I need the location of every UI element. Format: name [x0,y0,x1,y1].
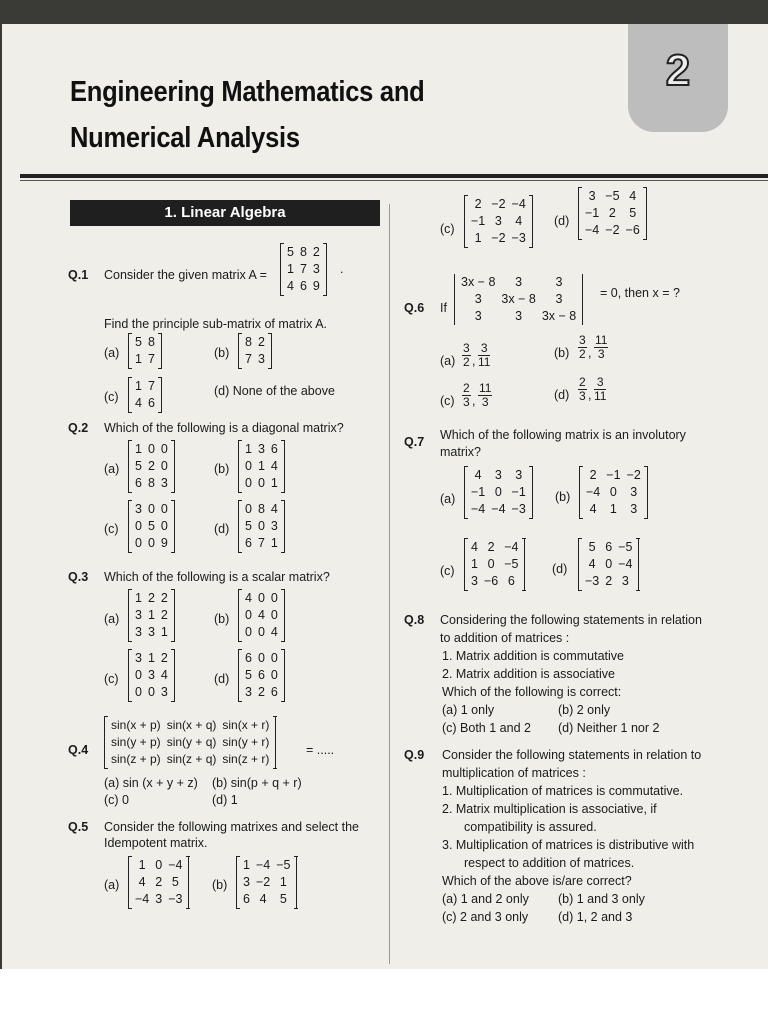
q6-if: If [440,301,447,315]
q3-option-d-matrix-cell: 0 [270,651,278,665]
q4-option-d: (d) 1 [212,793,238,807]
q3-option-b-matrix-cell: 4 [270,625,278,639]
q7-option-d-matrix-cell: 0 [605,557,613,571]
q7-option-c-matrix-cell: −4 [504,540,519,554]
q2-option-a-matrix-cell: 3 [160,476,168,490]
column-divider [389,204,390,964]
q3-option-c-matrix-cell: 3 [147,668,155,682]
q2-option-a-matrix-cell: 6 [135,476,142,490]
q7-text2: matrix? [440,445,481,459]
background-below-page [0,969,768,1024]
q2-text: Which of the following is a diagonal matrix? [104,421,344,435]
q2-option-b-matrix-cell: 0 [245,459,252,473]
q7-number: Q.7 [404,435,425,449]
q2-option-d-matrix-cell: 5 [245,519,252,533]
q8-statement-2: 2. Matrix addition is associative [442,667,615,681]
q6-option-a: (a) [440,354,456,368]
q5-option-c-matrix-cell: −1 [471,214,486,228]
q4-number: Q.4 [68,743,89,757]
q5-option-d-matrix-cell: 5 [629,206,637,220]
q6-c-comma: , [472,394,476,408]
q3-option-c-matrix-cell: 0 [135,685,142,699]
q3-option-a-matrix-cell: 3 [147,625,155,639]
q1-option-b-matrix-cell: 3 [257,352,265,366]
q6-d-frac1: $\frac{2}{3}$ [579,375,586,403]
q7-option-d: (d) [552,562,568,576]
q3-option-a-matrix [128,590,175,641]
q4-determinant-matrix-cell: sin(y + q) [166,735,217,749]
q4-option-c: (c) 0 [104,793,129,807]
q5-option-a: (a) [104,878,120,892]
q7-option-d-matrix [578,539,639,590]
q3-option-d-matrix-cell: 0 [257,651,265,665]
q9-statement-3b: respect to addition of matrices. [464,856,635,870]
q3-option-d-matrix-cell: 6 [257,668,265,682]
q1-matrix-cell: 9 [312,279,320,293]
q2-option-c-matrix-cell: 0 [135,536,142,550]
q1-matrix-cell: 3 [312,262,320,276]
q5-option-d-matrix-cell: −4 [585,223,600,237]
q1-matrix-cell: 4 [287,279,294,293]
q3-option-a-matrix-cell: 1 [147,608,155,622]
q8-text2: to addition of matrices : [440,631,570,645]
q5-option-c-matrix-cell: 2 [474,197,482,211]
q7-option-b-matrix [579,467,648,518]
q6-determinant-cell: 3 [555,275,563,289]
q2-option-b-matrix-cell: 0 [257,476,265,490]
q5-option-b: (b) [212,878,228,892]
q7-option-a-matrix-cell: −1 [511,485,526,499]
q5-option-b-matrix-cell: 1 [243,858,250,872]
q3-number: Q.3 [68,570,89,584]
q1-option-a: (a) [104,346,120,360]
q9-text1: Consider the following statements in relation to [442,748,702,762]
q4-determinant-matrix [104,717,276,768]
q2-option-c-matrix-cell: 3 [135,502,142,516]
q3-option-d-matrix [238,650,285,701]
q2-option-d: (d) [214,522,230,536]
q3-option-c-matrix-cell: 4 [160,668,168,682]
q7-option-a-matrix-cell: −4 [471,502,486,516]
q3-option-b: (b) [214,612,230,626]
q2-option-a-matrix-cell: 1 [135,442,142,456]
q7-option-a-matrix-cell: 3 [494,468,502,482]
q5-option-c: (c) [440,222,455,236]
q4-determinant-matrix-cell: sin(z + p) [111,752,161,766]
q7-option-d-matrix-cell: 6 [605,540,613,554]
q9-ask: Which of the above is/are correct? [442,874,632,888]
q7-option-d-matrix-cell: 4 [588,557,596,571]
q2-option-b-matrix-cell: 1 [270,476,278,490]
q7-text1: Which of the following matrix is an involutory [440,428,686,442]
q5-option-d-matrix [578,188,647,239]
q1-option-c-matrix-cell: 6 [147,396,155,410]
q9-statement-2b: compatibility is assured. [464,820,597,834]
q3-option-a-matrix-cell: 1 [160,625,168,639]
q5-option-c-matrix-cell: 1 [474,231,482,245]
q7-option-a-matrix-cell: −1 [471,485,486,499]
q1-matrix-cell: 6 [299,279,307,293]
q5-option-a-matrix [128,857,189,908]
q2-option-c: (c) [104,522,119,536]
q5-option-d-matrix-cell: −2 [605,223,620,237]
q7-option-b-matrix-cell: −2 [626,468,641,482]
q2-option-a-matrix-cell: 8 [147,476,155,490]
q2-option-a: (a) [104,462,120,476]
q2-option-d-matrix-cell: 7 [257,536,265,550]
q5-option-d-matrix-cell: 3 [588,189,596,203]
q2-option-d-matrix-cell: 1 [270,536,278,550]
q6-determinant-cell: 3x − 8 [541,309,577,323]
q5-option-b-matrix-cell: 4 [259,892,267,906]
q1-option-c-matrix [128,378,162,412]
q7-option-d-matrix-cell: 5 [588,540,596,554]
q1-option-b-matrix [238,334,272,368]
q6-determinant [454,274,583,325]
q1-matrix-cell: 2 [312,245,320,259]
q2-option-b-matrix-cell: 3 [257,442,265,456]
q1-option-c: (c) [104,390,119,404]
q2-option-b-matrix-cell: 1 [257,459,265,473]
q9-statement-1: 1. Multiplication of matrices is commutative. [442,784,684,798]
q8-text1: Considering the following statements in relation [440,613,702,627]
q1-matrix-cell: 1 [287,262,294,276]
q5-option-a-matrix-cell: 2 [155,875,163,889]
q1-period: . [340,262,344,276]
q7-option-b-matrix-cell: 3 [630,485,638,499]
q9-option-a: (a) 1 and 2 only [442,892,529,906]
q9-option-d: (d) 1, 2 and 3 [558,910,633,924]
q7-option-b-matrix-cell: 2 [589,468,597,482]
header-rule-thin [20,180,768,181]
q6-option-d: (d) [554,388,570,402]
q2-option-d-matrix [238,501,285,552]
q5-option-a-matrix-cell: 4 [138,875,146,889]
q7-option-b-matrix-cell: −1 [606,468,621,482]
q3-option-b-matrix-cell: 0 [245,625,252,639]
q1-option-b-matrix-cell: 2 [257,335,265,349]
q1-option-a-matrix-cell: 1 [135,352,142,366]
q7-option-b-matrix-cell: 0 [609,485,617,499]
q9-option-c: (c) 2 and 3 only [442,910,529,924]
chapter-number: 2 [665,46,691,95]
q2-option-a-matrix-cell: 5 [135,459,142,473]
q6-c-frac1: $\frac{2}{3}$ [463,381,470,409]
q8-option-a: (a) 1 only [442,703,495,717]
q3-option-c-matrix-cell: 0 [147,685,155,699]
q7-option-a-matrix-cell: 4 [474,468,482,482]
q5-option-d-matrix-cell: 4 [629,189,637,203]
q2-option-d-matrix-cell: 3 [270,519,278,533]
q5-number: Q.5 [68,820,89,834]
q5-option-b-matrix-cell: 5 [279,892,287,906]
q7-option-c-matrix-cell: 2 [487,540,495,554]
q3-option-b-matrix-cell: 4 [245,591,252,605]
q6-determinant-cell: 3 [474,309,482,323]
q7-option-c-matrix-cell: 0 [487,557,495,571]
q6-determinant-cell: 3 [515,309,523,323]
q5-option-d-matrix-cell: −6 [625,223,640,237]
q2-option-d-matrix-cell: 8 [257,502,265,516]
q8-option-b: (b) 2 only [558,703,611,717]
q5-option-b-matrix-cell: 1 [279,875,287,889]
q7-option-d-matrix-cell: 2 [605,574,613,588]
q6-tail: = 0, then x = ? [600,286,680,300]
q2-option-b-matrix [238,441,285,492]
q5-option-a-matrix-cell: −4 [168,858,183,872]
q5-option-b-matrix-cell: 6 [243,892,250,906]
q7-option-a-matrix-cell: 0 [494,485,502,499]
q2-option-c-matrix-cell: 9 [160,536,168,550]
q3-option-d-matrix-cell: 2 [257,685,265,699]
q5-option-c-matrix-cell: −2 [491,231,506,245]
q6-a-frac2: $\frac{3}{11}$ [478,341,491,369]
q5-option-c-matrix-cell: 3 [494,214,502,228]
q5-option-a-matrix-cell: 1 [138,858,146,872]
q2-option-a-matrix-cell: 0 [160,459,168,473]
q6-number: Q.6 [404,301,425,315]
q2-option-d-matrix-cell: 0 [245,502,252,516]
q5-option-c-matrix-cell: −2 [491,197,506,211]
chapter-title-line1: Engineering Mathematics and [70,76,425,108]
q1-option-a-matrix-cell: 5 [135,335,142,349]
q3-option-c-matrix-cell: 1 [147,651,155,665]
q4-determinant-matrix-cell: sin(z + r) [222,752,270,766]
chapter-title-line2: Numerical Analysis [70,122,300,154]
q7-option-b-matrix-cell: 4 [589,502,597,516]
q3-option-b-matrix-cell: 0 [245,608,252,622]
q9-statement-3a: 3. Multiplication of matrices is distributive with [442,838,695,852]
q5-option-b-matrix-cell: −5 [276,858,291,872]
q3-text: Which of the following is a scalar matrix? [104,570,330,584]
q3-option-b-matrix-cell: 4 [257,608,265,622]
q9-statement-2a: 2. Matrix multiplication is associative, if [442,802,657,816]
q3-option-a-matrix-cell: 3 [135,625,142,639]
q7-option-a-matrix-cell: 3 [515,468,523,482]
q1-text2: Find the principle sub-matrix of matrix A. [104,317,327,331]
q5-option-a-matrix-cell: 0 [155,858,163,872]
q8-statement-1: 1. Matrix addition is commutative [442,649,625,663]
q6-b-frac1: $\frac{3}{2}$ [579,333,586,361]
q4-option-b: (b) sin(p + q + r) [212,776,302,790]
q7-option-a-matrix [464,467,533,518]
q3-option-c-matrix-cell: 3 [135,651,142,665]
q3-option-c-matrix-cell: 0 [135,668,142,682]
q5-option-a-matrix-cell: −4 [135,892,150,906]
q7-option-b: (b) [555,490,571,504]
q7-option-d-matrix-cell: −4 [618,557,633,571]
q2-option-c-matrix-cell: 0 [160,519,168,533]
q7-option-d-matrix-cell: −3 [585,574,600,588]
q4-equals: = ..... [306,743,335,757]
q3-option-d-matrix-cell: 3 [245,685,252,699]
q3-option-d-matrix-cell: 6 [245,651,252,665]
q1-option-a-matrix [128,334,162,368]
q1-matrix [280,244,327,295]
header-rule [20,174,768,178]
q3-option-b-matrix [238,590,285,641]
q9-option-b: (b) 1 and 3 only [558,892,645,906]
q3-option-d-matrix-cell: 5 [245,668,252,682]
q6-determinant-cell: 3 [555,292,563,306]
q4-determinant-matrix-cell: sin(x + p) [111,718,161,732]
textbook-page [2,24,768,969]
q2-option-a-matrix-cell: 0 [160,442,168,456]
q1-option-c-matrix-cell: 7 [147,379,155,393]
q6-option-c: (c) [440,394,455,408]
q7-option-a: (a) [440,492,456,506]
q3-option-b-matrix-cell: 0 [257,591,265,605]
q2-option-c-matrix-cell: 5 [147,519,155,533]
q5-option-c-matrix [464,196,533,247]
q1-option-a-matrix-cell: 7 [147,352,155,366]
q4-determinant-matrix-cell: sin(x + r) [222,718,270,732]
q4-determinant-matrix-cell: sin(y + r) [222,735,270,749]
q6-b-comma: , [588,346,592,360]
q5-option-b-matrix [236,857,297,908]
q3-option-d-matrix-cell: 0 [270,668,278,682]
chapter-tab [628,24,728,132]
q1-option-b-matrix-cell: 7 [245,352,252,366]
q5-option-d-matrix-cell: 2 [608,206,616,220]
q5-option-c-matrix-cell: −4 [511,197,526,211]
q2-number: Q.2 [68,421,89,435]
q1-text: Consider the given matrix A = [104,268,267,282]
q7-option-c-matrix-cell: 3 [471,574,478,588]
q8-ask: Which of the following is correct: [442,685,622,699]
q2-option-b-matrix-cell: 4 [270,459,278,473]
q6-determinant-cell: 3x − 8 [501,292,536,306]
q7-option-c: (c) [440,564,455,578]
q1-matrix-cell: 7 [299,262,307,276]
q2-option-d-matrix-cell: 6 [245,536,252,550]
q7-option-c-matrix [464,539,525,590]
q3-option-b-matrix-cell: 0 [270,608,278,622]
q3-option-d-matrix-cell: 6 [270,685,278,699]
q5-option-d-matrix-cell: −1 [585,206,600,220]
q7-option-c-matrix-cell: 4 [471,540,478,554]
q1-option-c-matrix-cell: 4 [135,396,142,410]
q5-option-a-matrix-cell: 3 [155,892,163,906]
q5-option-a-matrix-cell: −3 [168,892,183,906]
q8-option-d: (d) Neither 1 nor 2 [558,721,660,735]
q7-option-b-matrix-cell: 3 [630,502,638,516]
q6-determinant-cell: 3 [515,275,523,289]
q7-option-c-matrix-cell: −5 [504,557,519,571]
q3-option-a-matrix-cell: 2 [160,591,168,605]
q1-option-b: (b) [214,346,230,360]
q3-option-c-matrix [128,650,175,701]
q8-option-c: (c) Both 1 and 2 [442,721,531,735]
q7-option-c-matrix-cell: 1 [471,557,478,571]
q3-option-c-matrix-cell: 3 [160,685,168,699]
q6-d-frac2: $\frac{3}{11}$ [594,375,607,403]
q1-matrix-cell: 5 [287,245,294,259]
q5-option-c-matrix-cell: −3 [511,231,526,245]
q1-option-b-matrix-cell: 8 [245,335,252,349]
q7-option-b-matrix-cell: −4 [586,485,601,499]
q2-option-c-matrix-cell: 0 [147,536,155,550]
q2-option-d-matrix-cell: 0 [257,519,265,533]
q5-option-b-matrix-cell: −4 [255,858,271,872]
q7-option-b-matrix-cell: 1 [609,502,617,516]
q1-option-d: (d) None of the above [214,384,335,398]
q5-option-d: (d) [554,214,570,228]
q7-option-d-matrix-cell: −5 [618,540,633,554]
q4-determinant-matrix-cell: sin(z + q) [166,752,217,766]
q5-option-d-matrix-cell: −5 [605,189,620,203]
q6-d-comma: , [588,388,592,402]
q2-option-b-matrix-cell: 1 [245,442,252,456]
q2-option-a-matrix [128,441,175,492]
q2-option-c-matrix-cell: 0 [135,519,142,533]
q2-option-c-matrix-cell: 0 [147,502,155,516]
q7-option-c-matrix-cell: 6 [507,574,515,588]
q6-a-comma: , [472,354,476,368]
q3-option-a: (a) [104,612,120,626]
q6-b-frac2: $\frac{11}{3}$ [595,333,608,361]
q3-option-a-matrix-cell: 2 [147,591,155,605]
section-title: 1. Linear Algebra [70,200,380,226]
q5-option-c-matrix-cell: 4 [515,214,523,228]
q6-determinant-cell: 3 [474,292,482,306]
q7-option-a-matrix-cell: −3 [511,502,526,516]
q5-text2: Idempotent matrix. [104,836,208,850]
q4-option-a: (a) sin (x + y + z) [104,776,198,790]
q7-option-d-matrix-cell: 3 [621,574,629,588]
q1-option-c-matrix-cell: 1 [135,379,142,393]
q5-option-b-matrix-cell: 3 [243,875,250,889]
q9-text2: multiplication of matrices : [442,766,586,780]
q4-determinant-matrix-cell: sin(y + p) [111,735,161,749]
q3-option-d: (d) [214,672,230,686]
q6-determinant-cell: 3x − 8 [461,275,496,289]
q2-option-a-matrix-cell: 2 [147,459,155,473]
q7-option-c-matrix-cell: −6 [483,574,499,588]
q2-option-b-matrix-cell: 0 [245,476,252,490]
q6-c-frac2: $\frac{11}{3}$ [479,381,492,409]
q9-number: Q.9 [404,748,425,762]
q3-option-c-matrix-cell: 2 [160,651,168,665]
q3-option-b-matrix-cell: 0 [257,625,265,639]
q2-option-c-matrix-cell: 0 [160,502,168,516]
q1-number: Q.1 [68,268,89,282]
q3-option-a-matrix-cell: 3 [135,608,142,622]
q4-determinant-matrix-cell: sin(x + q) [166,718,217,732]
q1-matrix-cell: 8 [299,245,307,259]
q3-option-a-matrix-cell: 2 [160,608,168,622]
q6-option-b: (b) [554,346,570,360]
q2-option-b: (b) [214,462,230,476]
q7-option-a-matrix-cell: −4 [491,502,506,516]
q1-option-a-matrix-cell: 8 [147,335,155,349]
q5-text1: Consider the following matrixes and select the [104,820,359,834]
q3-option-b-matrix-cell: 0 [270,591,278,605]
q2-option-b-matrix-cell: 6 [270,442,278,456]
q2-option-a-matrix-cell: 0 [147,442,155,456]
q6-a-frac1: $\frac{3}{2}$ [463,341,470,369]
q3-option-a-matrix-cell: 1 [135,591,142,605]
q2-option-d-matrix-cell: 4 [270,502,278,516]
q8-number: Q.8 [404,613,425,627]
q3-option-c: (c) [104,672,119,686]
q5-option-b-matrix-cell: −2 [255,875,271,889]
q2-option-c-matrix [128,501,175,552]
q5-option-a-matrix-cell: 5 [171,875,179,889]
